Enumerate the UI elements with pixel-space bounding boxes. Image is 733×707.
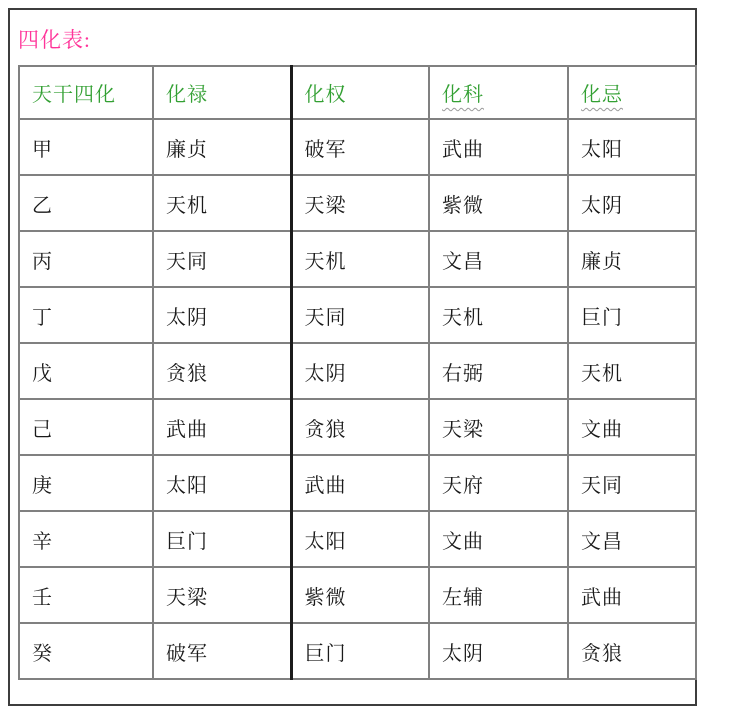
table-row: [19, 343, 696, 399]
cell-text: 廉贞: [581, 250, 623, 273]
cell-text: 武曲: [442, 138, 484, 161]
star-cell: [153, 455, 291, 511]
star-cell: [568, 511, 696, 567]
stem-cell: [19, 231, 153, 287]
cell-text: 贪狼: [304, 418, 347, 441]
header-cell-huake: [429, 66, 568, 119]
cell-text: 文曲: [581, 418, 623, 441]
cell-text: 天府: [442, 474, 484, 497]
star-cell: [153, 567, 291, 623]
cell-text: 天梁: [442, 418, 484, 441]
cell-text: 天梁: [166, 586, 208, 609]
cell-text: 天同: [581, 474, 623, 497]
four-transformations-table: [18, 65, 697, 680]
table-header: [19, 66, 696, 119]
star-cell: [429, 623, 568, 679]
cell-text: 太阴: [304, 362, 347, 385]
table-row: [19, 399, 696, 455]
star-cell: [568, 623, 696, 679]
cell-text: 太阳: [304, 530, 347, 553]
star-cell: [153, 287, 291, 343]
star-cell: [429, 399, 568, 455]
stem-cell: [19, 455, 153, 511]
cell-text: 辛: [32, 530, 53, 553]
cell-text: 巨门: [581, 306, 623, 329]
cell-text: 天梁: [304, 194, 347, 217]
star-cell: [153, 623, 291, 679]
header-text: 化权: [304, 84, 347, 106]
cell-text: 文曲: [442, 530, 484, 553]
star-cell: [291, 231, 429, 287]
cell-text: 巨门: [166, 530, 208, 553]
table-row: [19, 287, 696, 343]
star-cell: [291, 511, 429, 567]
star-cell: [153, 399, 291, 455]
star-cell: [291, 399, 429, 455]
header-cell-hualu: [153, 66, 291, 119]
cell-text: 天机: [442, 306, 484, 329]
header-cell-stems: [19, 66, 153, 119]
table-row: [19, 175, 696, 231]
cell-text: 紫微: [442, 194, 484, 217]
star-cell: [153, 231, 291, 287]
cell-text: 右弼: [442, 362, 484, 385]
cell-text: 丁: [32, 306, 53, 329]
cell-text: 癸: [32, 642, 53, 665]
cell-text: 戊: [32, 362, 53, 385]
star-cell: [429, 231, 568, 287]
cell-text: 贪狼: [581, 642, 623, 665]
cell-text: 太阴: [442, 642, 484, 665]
header-text: 化忌: [581, 84, 623, 106]
cell-text: 武曲: [166, 418, 208, 441]
cell-text: 武曲: [581, 586, 623, 609]
table-row: [19, 567, 696, 623]
star-cell: [291, 175, 429, 231]
stem-cell: [19, 119, 153, 175]
cell-text: 武曲: [304, 474, 347, 497]
cell-text: 太阳: [166, 474, 208, 497]
star-cell: [568, 175, 696, 231]
header-cell-huaji: [568, 66, 696, 119]
star-cell: [291, 119, 429, 175]
cell-text: 破军: [166, 642, 208, 665]
star-cell: [429, 455, 568, 511]
star-cell: [291, 343, 429, 399]
cell-text: 巨门: [304, 642, 347, 665]
cell-text: 天同: [304, 306, 347, 329]
star-cell: [291, 455, 429, 511]
cell-text: 甲: [32, 138, 53, 161]
stem-cell: [19, 567, 153, 623]
cell-text: 破军: [304, 138, 347, 161]
page-title: 四化表:: [18, 28, 91, 52]
cell-text: 丙: [32, 250, 53, 273]
star-cell: [568, 455, 696, 511]
cell-text: 文昌: [581, 530, 623, 553]
star-cell: [291, 567, 429, 623]
cell-text: 左辅: [442, 586, 484, 609]
star-cell: [153, 343, 291, 399]
star-cell: [291, 287, 429, 343]
stem-cell: [19, 287, 153, 343]
cell-text: 己: [32, 418, 53, 441]
table-row: [19, 231, 696, 287]
star-cell: [153, 119, 291, 175]
cell-text: 天同: [166, 250, 208, 273]
star-cell: [429, 567, 568, 623]
star-cell: [429, 511, 568, 567]
star-cell: [429, 287, 568, 343]
cell-text: 天机: [581, 362, 623, 385]
star-cell: [153, 175, 291, 231]
star-cell: [429, 343, 568, 399]
star-cell: [568, 343, 696, 399]
cell-text: 庚: [32, 474, 53, 497]
stem-cell: [19, 175, 153, 231]
header-cell-huaquan: [291, 66, 429, 119]
star-cell: [568, 231, 696, 287]
star-cell: [153, 511, 291, 567]
table-row: [19, 511, 696, 567]
header-row: [19, 66, 696, 119]
header-text: 化科: [442, 84, 484, 106]
header-text: 天干四化: [32, 84, 116, 106]
table-row: [19, 623, 696, 679]
table-body: [19, 119, 696, 679]
star-cell: [568, 399, 696, 455]
star-cell: [291, 623, 429, 679]
star-cell: [429, 119, 568, 175]
stem-cell: [19, 511, 153, 567]
stem-cell: [19, 623, 153, 679]
star-cell: [568, 119, 696, 175]
cell-text: 贪狼: [166, 362, 208, 385]
cell-text: 天机: [304, 250, 347, 273]
star-cell: [568, 287, 696, 343]
cell-text: 太阴: [581, 194, 623, 217]
star-cell: [568, 567, 696, 623]
cell-text: 紫微: [304, 586, 347, 609]
cell-text: 文昌: [442, 250, 484, 273]
header-text: 化禄: [166, 84, 208, 106]
table-row: [19, 119, 696, 175]
star-cell: [429, 175, 568, 231]
stem-cell: [19, 399, 153, 455]
cell-text: 壬: [32, 586, 53, 609]
cell-text: 乙: [32, 194, 53, 217]
table-row: [19, 455, 696, 511]
cell-text: 廉贞: [166, 138, 208, 161]
cell-text: 太阴: [166, 306, 208, 329]
cell-text: 太阳: [581, 138, 623, 161]
stem-cell: [19, 343, 153, 399]
cell-text: 天机: [166, 194, 208, 217]
